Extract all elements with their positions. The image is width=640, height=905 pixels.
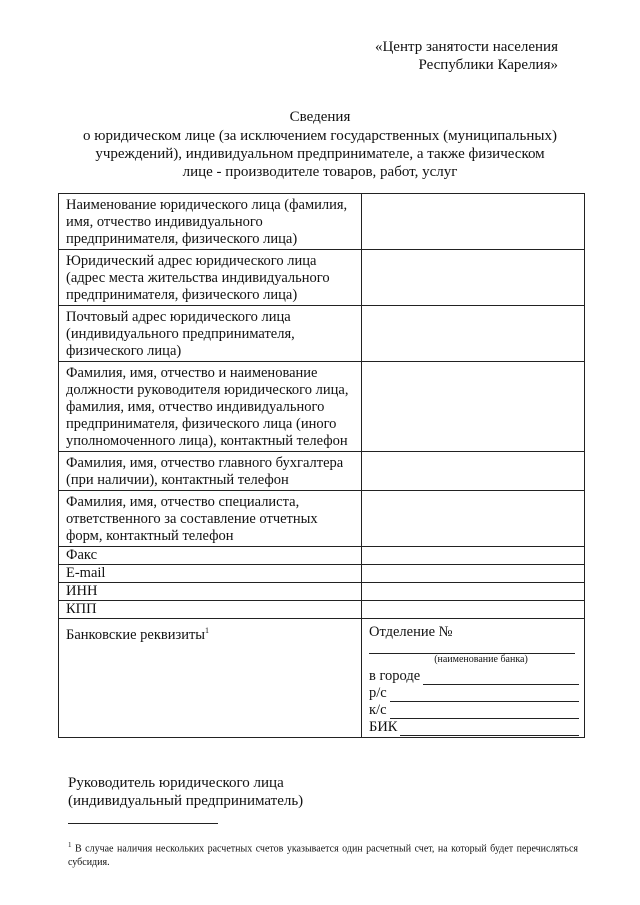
bank-details-block: [362, 619, 585, 738]
row-label-fax: Факс: [59, 547, 362, 565]
row-label-director: Фамилия, имя, отчество и наименование должности руководителя юридического лица, фамилия, имя, отчество индивидуального предпринимателя, физического лица (иного уполномоченного лица), контактный телефон: [59, 362, 362, 452]
table-row: [59, 619, 585, 738]
footnote: [68, 838, 578, 870]
bank-bik-label: БИК: [369, 719, 398, 735]
value-field-postal-address[interactable]: [362, 306, 585, 362]
table-row: [59, 194, 585, 250]
signature-block: [68, 774, 303, 810]
table-row: [59, 306, 585, 362]
value-field-director[interactable]: [362, 362, 585, 452]
bank-bik-row: [369, 719, 579, 736]
row-label-chief-accountant: Фамилия, имя, отчество главного бухгалтера (при наличии), контактный телефон: [59, 452, 362, 491]
value-field-email[interactable]: [362, 565, 585, 583]
table-row: [59, 250, 585, 306]
addressee-block: [375, 38, 558, 74]
row-label-postal-address: Почтовый адрес юридического лица (индивидуального предпринимателя, физического лица): [59, 306, 362, 362]
bank-corr-account-field[interactable]: [390, 705, 579, 719]
row-label-kpp: КПП: [59, 601, 362, 619]
bank-branch-row: [369, 624, 579, 641]
bank-account-label: р/с: [369, 685, 387, 701]
footnote-text: В случае наличия нескольких расчетных счетов указывается один расчетный счет, на который будет перечисляться субсидия.: [68, 843, 579, 869]
footnote-divider: [68, 823, 218, 824]
row-label-email: E-mail: [59, 565, 362, 583]
heading-line-3: лице - производителе товаров, работ, услуг: [182, 164, 458, 180]
bank-bik-field[interactable]: [400, 722, 579, 736]
heading-line-2: учреждений), индивидуальном предпринимателе, а также физическом: [95, 146, 545, 162]
information-table: [58, 193, 585, 738]
signature-line-1: Руководитель юридического лица: [68, 775, 284, 791]
table-row: [59, 583, 585, 601]
value-field-legal-address[interactable]: [362, 250, 585, 306]
value-field-kpp[interactable]: [362, 601, 585, 619]
value-field-reporting-specialist[interactable]: [362, 491, 585, 547]
bank-city-label: в городе: [369, 668, 421, 684]
signature-line-2: (индивидуальный предприниматель): [68, 793, 304, 809]
bank-branch-label: Отделение №: [369, 624, 453, 640]
table-row: [59, 491, 585, 547]
bank-corr-account-row: [369, 702, 579, 719]
bank-corr-account-label: к/с: [369, 702, 387, 718]
footnote-mark: 1: [205, 626, 210, 635]
heading-line-1: о юридическом лице (за исключением государственных (муниципальных): [83, 128, 557, 144]
table-row: [59, 547, 585, 565]
value-field-inn[interactable]: [362, 583, 585, 601]
footnote-number: 1: [68, 841, 72, 849]
document-heading: [60, 108, 580, 181]
bank-details-label: Банковские реквизиты: [66, 626, 206, 643]
row-label-legal-address: Юридический адрес юридического лица (адрес места жительства индивидуального предпринимателя, физического лица): [59, 250, 362, 306]
bank-account-row: [369, 685, 579, 702]
table-row: [59, 452, 585, 491]
document-title: Сведения: [289, 109, 351, 125]
bank-name-caption: (наименование банка): [434, 654, 528, 665]
value-field-fax[interactable]: [362, 547, 585, 565]
bank-city-field[interactable]: [423, 671, 579, 685]
bank-name-field[interactable]: [369, 641, 575, 654]
row-label-reporting-specialist: Фамилия, имя, отчество специалиста, ответственного за составление отчетных форм, контактный телефон: [59, 491, 362, 547]
bank-city-row: [369, 668, 579, 685]
row-label-company-name: Наименование юридического лица (фамилия, имя, отчество индивидуального предпринимателя, физического лица): [59, 194, 362, 250]
row-label-inn: ИНН: [59, 583, 362, 601]
row-label-bank-details: [59, 619, 362, 738]
value-field-chief-accountant[interactable]: [362, 452, 585, 491]
addressee-line-1: «Центр занятости населения: [374, 39, 558, 55]
table-row: [59, 362, 585, 452]
value-field-company-name[interactable]: [362, 194, 585, 250]
bank-account-field[interactable]: [390, 688, 579, 702]
table-row: [59, 565, 585, 583]
table-row: [59, 601, 585, 619]
addressee-line-2: Республики Карелия»: [418, 57, 558, 73]
